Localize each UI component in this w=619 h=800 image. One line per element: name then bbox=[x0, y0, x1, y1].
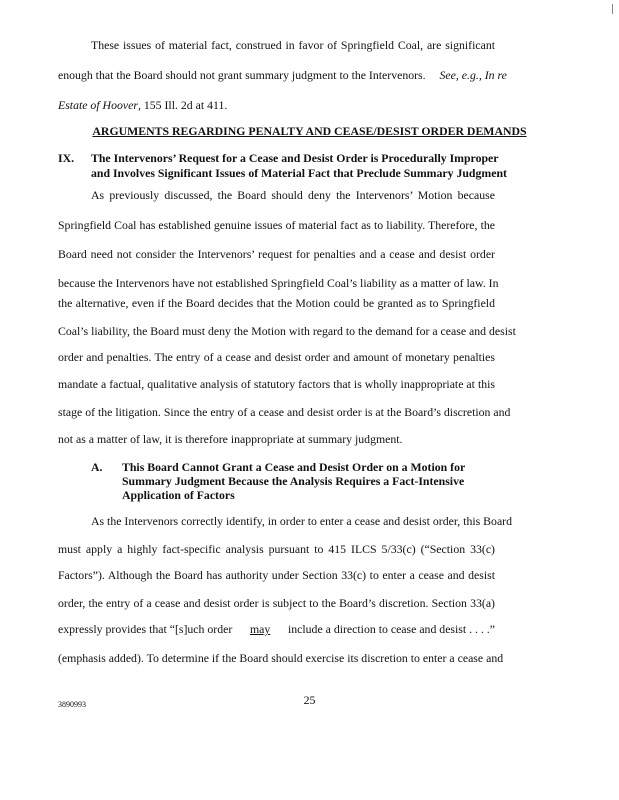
heading-a-letter: A. bbox=[91, 460, 103, 474]
case-cite: , 155 Ill. 2d at 411. bbox=[137, 98, 228, 112]
corner-mark bbox=[612, 4, 613, 14]
heading-ix-line2: and Involves Significant Issues of Material Fact that Preclude Summary Judgment bbox=[91, 166, 507, 180]
para2-line1: As previously discussed, the Board should deny the Intervenors’ Motion because bbox=[91, 188, 495, 202]
para3-line1: As the Intervenors correctly identify, in order to enter a cease and desist order, this Board bbox=[91, 514, 513, 528]
citation-see-eg: See, e.g., In re bbox=[439, 68, 507, 82]
para3-line4: order, the entry of a cease and desist order is subject to the Board’s discretion. Section 33(a) bbox=[58, 596, 495, 610]
para1-line3 bbox=[58, 98, 227, 112]
para2-line5: the alternative, even if the Board decides that the Motion could be granted as to Springfield bbox=[58, 296, 495, 310]
heading-a-line2: Summary Judgment Because the Analysis Requires a Fact-Intensive bbox=[122, 474, 465, 488]
para3-line2: must apply a highly fact-specific analysis pursuant to 415 ILCS 5/33(c) (“Section 33(c) bbox=[58, 542, 495, 556]
para2-line2: Springfield Coal has established genuine issues of material fact as to liability. Therefore, the bbox=[58, 218, 495, 232]
page-number: 25 bbox=[303, 693, 316, 707]
para2-line7: order and penalties. The entry of a cease and desist order and amount of monetary penalties bbox=[58, 350, 495, 364]
para1-line1: These issues of material fact, construed in favor of Springfield Coal, are significant bbox=[91, 38, 495, 52]
para2-line3: Board need not consider the Intervenors’ request for penalties and a cease and desist order bbox=[58, 247, 495, 261]
heading-ix-number: IX. bbox=[58, 151, 75, 165]
para2-line6: Coal’s liability, the Board must deny the Motion with regard to the demand for a cease and desist bbox=[58, 324, 516, 338]
heading-a-line1: This Board Cannot Grant a Cease and Desist Order on a Motion for bbox=[122, 460, 466, 474]
para2-line9: stage of the litigation. Since the entry of a cease and desist order is at the Board’s discretion and bbox=[58, 405, 511, 419]
heading-ix-line1: The Intervenors’ Request for a Cease and Desist Order is Procedurally Improper bbox=[91, 151, 499, 165]
para1-line2-text: enough that the Board should not grant summary judgment to the Intervenors. bbox=[58, 68, 426, 82]
para3-line6: (emphasis added). To determine if the Board should exercise its discretion to enter a cease and bbox=[58, 651, 504, 665]
para1-line2 bbox=[58, 68, 507, 82]
section-heading: ARGUMENTS REGARDING PENALTY AND CEASE/DESIST ORDER DEMANDS bbox=[92, 124, 527, 138]
para2-line8: mandate a factual, qualitative analysis of statutory factors that is wholly inappropriate at this bbox=[58, 377, 495, 391]
para2-line10: not as a matter of law, it is therefore inappropriate at summary judgment. bbox=[58, 432, 403, 446]
para3-line3: Factors”). Although the Board has authority under Section 33(c) to enter a cease and desist bbox=[58, 568, 495, 582]
doc-id: 3890993 bbox=[58, 700, 86, 709]
emphasis-may: may bbox=[249, 622, 271, 636]
para3-line5-end: include a direction to cease and desist . . . .” bbox=[287, 622, 495, 636]
para3-line5-start: expressly provides that “[s]uch order bbox=[58, 622, 233, 636]
heading-a-line3: Application of Factors bbox=[122, 488, 235, 502]
case-name: Estate of Hoover bbox=[58, 98, 138, 112]
para2-line4: because the Intervenors have not established Springfield Coal’s liability as a matter of law. In bbox=[58, 276, 499, 290]
para3-line5 bbox=[58, 622, 495, 636]
